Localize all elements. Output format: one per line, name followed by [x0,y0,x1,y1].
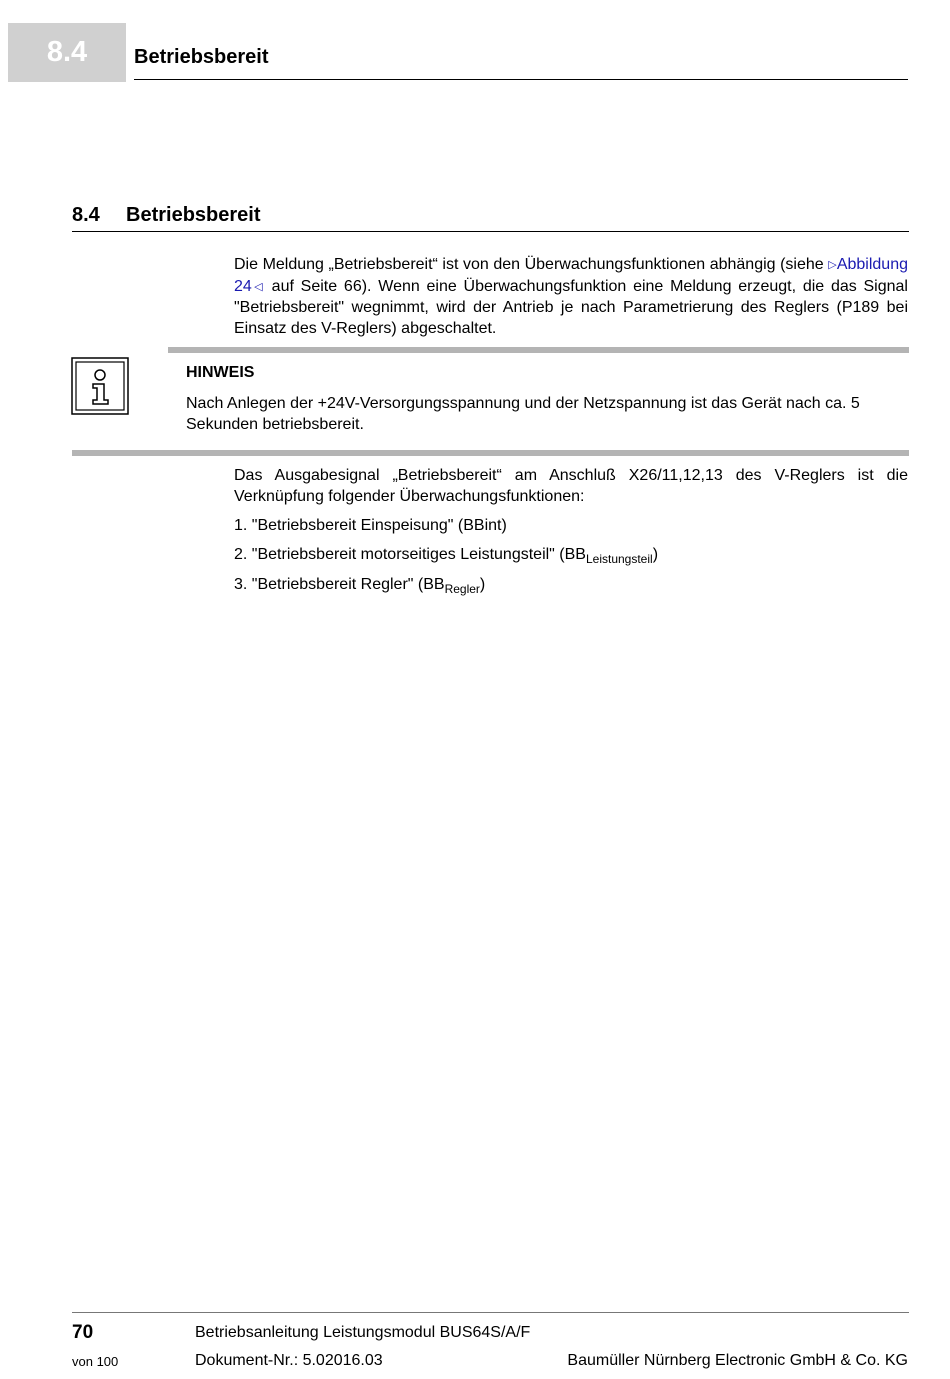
footer-company: Baumüller Nürnberg Electronic GmbH & Co. KG [567,1352,908,1369]
figure-link-text: Abbildung 24 [234,256,908,295]
paragraph-intro-text: Die Meldung „Betriebsbereit“ ist von den Überwachungsfunktionen abhängig (siehe [234,256,829,273]
header-section-number: 8.4 [8,23,126,82]
list-item-text: 3. "Betriebsbereit Regler" (BB [234,576,445,593]
section-title: Betriebsbereit [126,204,261,226]
list-item-subscript: Leistungsteil [585,552,653,566]
note-bottom-bar [72,450,909,456]
info-icon [71,357,129,415]
note-top-bar [168,347,909,353]
list-item-text: 2. "Betriebsbereit motorseitiges Leistungsteil" (BB [234,546,586,563]
note-text: Nach Anlegen der +24V-Versorgungsspannung und der Netzspannung ist das Gerät nach ca. 5 Sekunden betriebsbereit. [186,395,860,433]
header-divider [134,79,908,80]
footer-divider [72,1312,909,1313]
note-title: HINWEIS [186,364,255,381]
link-left-triangle-icon: ◁ [251,280,265,293]
section-number: 8.4 [72,204,100,226]
page-total: von 100 [72,1354,119,1369]
list-item-subscript: Regler [444,582,480,596]
list-item-end: ) [652,546,659,563]
list-item [234,546,658,564]
footer-manual-title: Betriebsanleitung Leistungsmodul BUS64S/A/F [195,1324,531,1341]
link-right-triangle-icon: ▷ [828,259,837,271]
footer-document-number: Dokument-Nr.: 5.02016.03 [195,1352,383,1369]
section-divider [72,231,909,232]
page-number: 70 [72,1322,94,1343]
header-section-title: Betriebsbereit [134,46,269,68]
paragraph-output-signal: Das Ausgabesignal „Betriebsbereit“ am Anschluß X26/11,12,13 des V-Reglers ist die Verknüpfung folgender Überwachungsfunktionen: [234,467,908,505]
list-item [234,576,485,594]
paragraph-intro [234,255,908,339]
paragraph-intro-text-cont: auf Seite 66). Wenn eine Überwachungsfunktion eine Meldung erzeugt, die das Signal "Betriebsbereit" wegnimmt, wird der Antrieb je nach Parametrierung des Reglers (P189 bei Einsatz des V-Reglers) abgeschaltet. [234,277,908,337]
list-item: 1. "Betriebsbereit Einspeisung" (BBint) [234,517,507,534]
list-item-end: ) [479,576,486,593]
